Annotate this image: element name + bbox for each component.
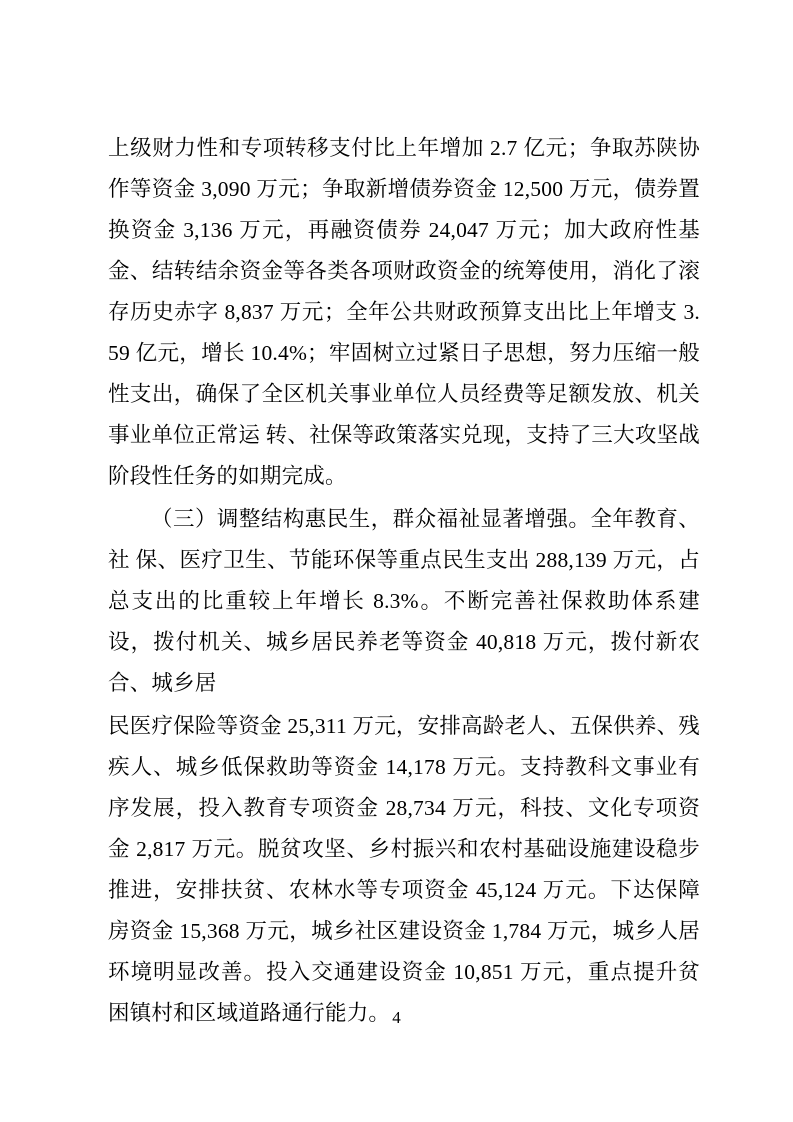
paragraph-2: （三）调整结构惠民生，群众福祉显著增强。全年教育、社 保、医疗卫生、节能环保等重点民生支出 288,139 万元，占总支出的比重较上年增长 8.3%。不断完善社保救助体系建设，拨付机关、城乡居民养老等资金 40,818 万元，拨付新农合、城乡居	[108, 507, 700, 695]
paragraph-1: 上级财力性和专项转移支付比上年增加 2.7 亿元；争取苏陕协作等资金 3,090 万元；争取新增债券资金 12,500 万元，债券置换资金 3,136 万元，再融资债券 24,047 万元；加大政府性基金、结转结余资金等各类各项财政资金的统筹使用，消化了滚存历史赤字 8,837 万元；全年公共财政预算支出比上年增支 3.59 亿元，增长 10.4%；牢固树立过紧日子思想，努力压缩一般性支出，确保了全区机关事业单位人员经费等足额发放、机关事业单位正常运 转、社保等政策落实兑现，支持了三大攻坚战阶段性任务的如期完成。	[108, 136, 700, 488]
document-body	[108, 128, 700, 1034]
page-number: 4	[392, 1008, 401, 1027]
paragraph-3: 民医疗保险等资金 25,311 万元，安排高龄老人、五保供养、残疾人、城乡低保救助等资金 14,178 万元。支持教科文事业有序发展，投入教育专项资金 28,734 万元，科技、文化专项资金 2,817 万元。脱贫攻坚、乡村振兴和农村基础设施建设稳步推进，安排扶贫、农林水等专项资金 45,124 万元。下达保障房资金 15,368 万元，城乡社区建设资金 1,784 万元，城乡人居环境明显改善。投入交通建设资金 10,851 万元，重点提升贫困镇村和区域道路通行能力。	[108, 714, 700, 1025]
